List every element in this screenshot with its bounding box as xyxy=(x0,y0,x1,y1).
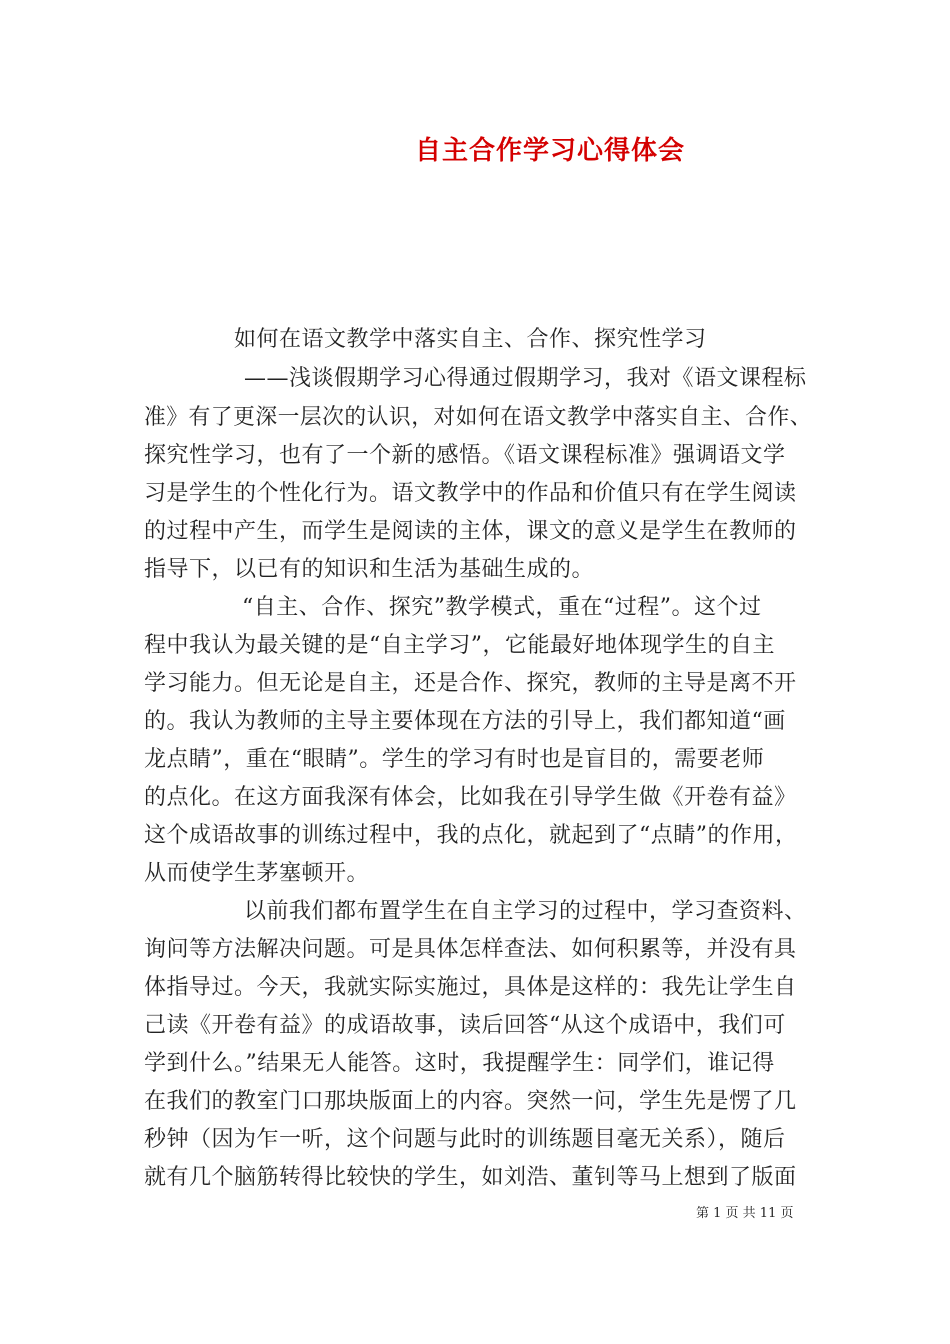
page-number-footer: 第 1 页 共 11 页 xyxy=(696,1206,794,1221)
text-line: 体指导过。今天，我就实际实施过，具体是这样的：我先让学生自 xyxy=(144,975,797,1000)
text-line: 己读《开卷有益》的成语故事，读后回答“从这个成语中，我们可 xyxy=(144,1013,786,1038)
text-line: 就有几个脑筋转得比较快的学生，如刘浩、董钊等马上想到了版面 xyxy=(144,1165,797,1190)
text-line: 从而使学生茅塞顿开。 xyxy=(144,861,370,886)
text-line: 的点化。在这方面我深有体会，比如我在引导学生做《开卷有益》 xyxy=(144,785,797,810)
text-line: 习是学生的个性化行为。语文教学中的作品和价值只有在学生阅读 xyxy=(144,481,797,506)
text-line: ——浅谈假期学习心得通过假期学习，我对《语文课程标 xyxy=(244,366,807,391)
text-line: 在我们的教室门口那块版面上的内容。突然一问，学生先是愣了几 xyxy=(144,1089,797,1114)
text-line: 程中我认为最关键的是“自主学习”，它能最好地体现学生的自主 xyxy=(144,633,775,658)
text-line: 询问等方法解决问题。可是具体怎样查法、如何积累等，并没有具 xyxy=(144,937,797,962)
text-line: 以前我们都布置学生在自主学习的过程中，学习查资料、 xyxy=(244,899,807,924)
page-title: 自主合作学习心得体会 xyxy=(414,136,685,166)
text-line: 学到什么。”结果无人能答。这时，我提醒学生：同学们，谁记得 xyxy=(144,1051,775,1076)
text-line: 这个成语故事的训练过程中，我的点化，就起到了“点睛”的作用， xyxy=(144,823,798,848)
text-line: 学习能力。但无论是自主，还是合作、探究，教师的主导是离不开 xyxy=(144,671,797,696)
text-line: 探究性学习，也有了一个新的感悟。《语文课程标准》强调语文学 xyxy=(144,443,786,468)
text-line: 秒钟（因为乍一听，这个问题与此时的训练题目毫无关系），随后 xyxy=(144,1127,786,1152)
text-line: 龙点睛”，重在“眼睛”。学生的学习有时也是盲目的，需要老师 xyxy=(144,747,765,772)
text-line: 的过程中产生，而学生是阅读的主体，课文的意义是学生在教师的 xyxy=(144,519,797,544)
text-line: 的。我认为教师的主导主要体现在方法的引导上，我们都知道“画 xyxy=(144,709,786,734)
text-line: 准》有了更深一层次的认识，对如何在语文教学中落实自主、合作、 xyxy=(144,405,812,430)
text-line: 如何在语文教学中落实自主、合作、探究性学习 xyxy=(234,327,707,352)
text-line: “自主、合作、探究”教学模式，重在“过程”。这个过 xyxy=(242,595,762,620)
text-line: 指导下，以已有的知识和生活为基础生成的。 xyxy=(144,557,595,582)
